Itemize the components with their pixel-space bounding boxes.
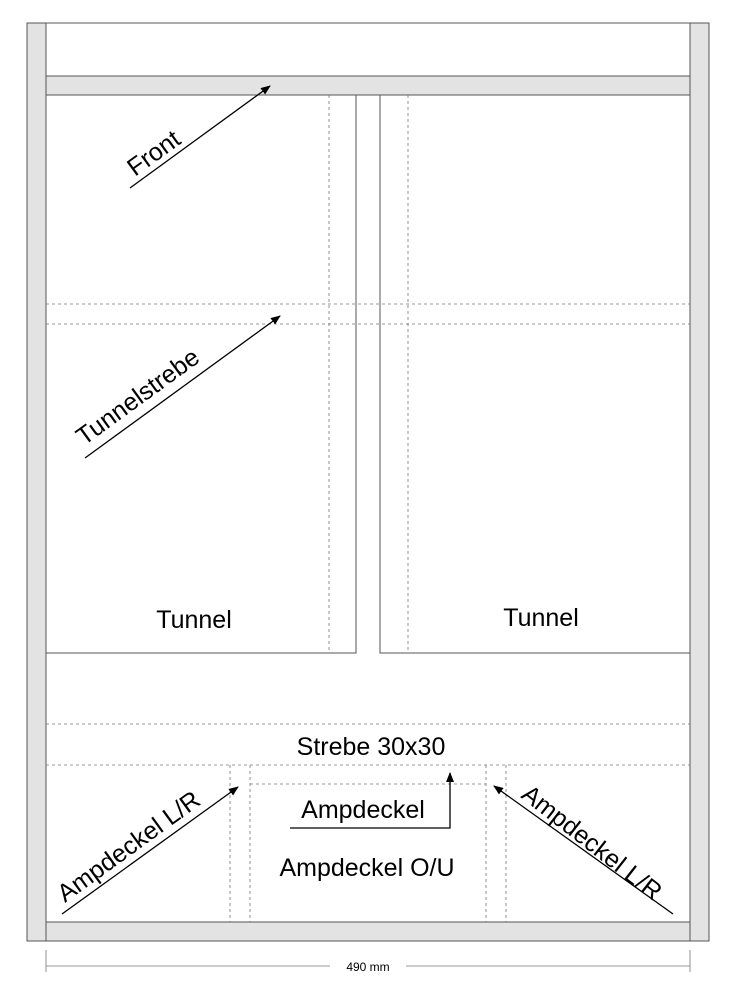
label-ampdeckel-lr-right: Ampdeckel L/R: [516, 779, 668, 907]
label-tunnel-left: Tunnel: [156, 606, 232, 634]
width-dimension-label: 490 mm: [346, 960, 390, 974]
left-side-wall: [27, 23, 46, 941]
label-front: Front: [122, 124, 186, 182]
label-ampdeckel-ou: Ampdeckel O/U: [279, 854, 455, 882]
front-panel: [46, 76, 690, 95]
tunnelstrebe-arrow: [85, 316, 280, 458]
label-ampdeckel-lr-left: Ampdeckel L/R: [52, 785, 206, 908]
right-side-wall: [690, 23, 709, 941]
label-tunnel-right: Tunnel: [503, 604, 579, 632]
ampdeckel-lr-left-arrow: [62, 787, 238, 914]
label-strebe: Strebe 30x30: [296, 733, 446, 761]
tunnel-right-outline: [380, 95, 690, 653]
label-tunnelstrebe: Tunnelstrebe: [71, 342, 205, 451]
bottom-panel: [46, 922, 690, 941]
label-ampdeckel: Ampdeckel: [301, 796, 425, 824]
